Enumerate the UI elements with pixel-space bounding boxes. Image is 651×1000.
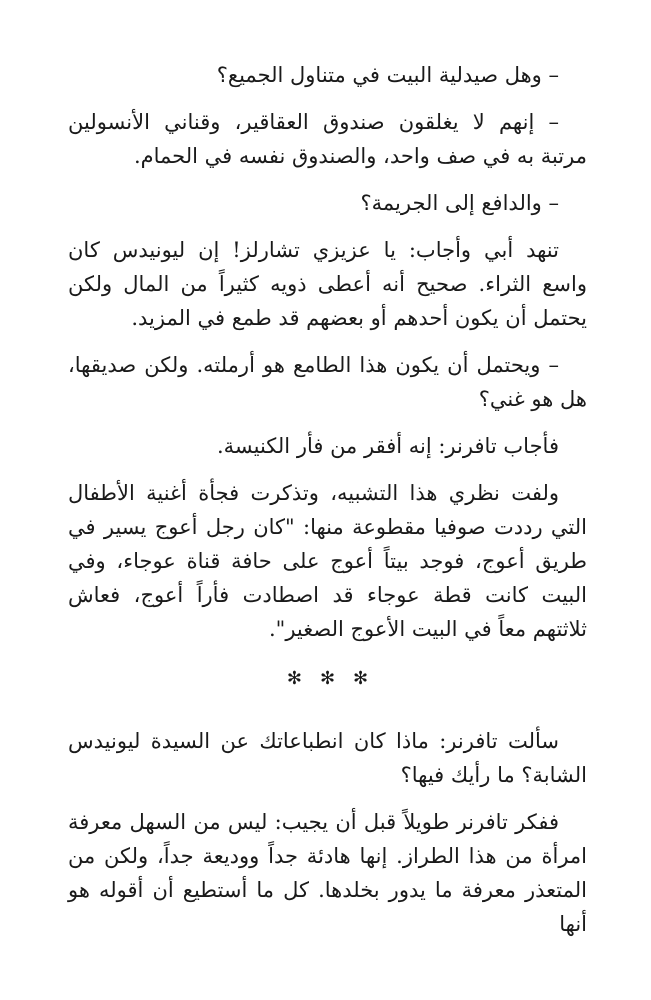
section-divider (68, 664, 587, 694)
divider-star-icon: ✻ (286, 668, 320, 689)
paragraph-3: – والدافع إلى الجريمة؟ (360, 191, 559, 215)
paragraph-9: ففكر تافرنر طويلاً قبل أن يجيب: ليس من السهل معرفة امرأة من هذا الطراز. إنها هادئة جداً ووديعة جداً، ولكن من المتعذر معرفة ما يدور بخلدها. كل ما أستطيع أن أقوله هو أنها (68, 810, 587, 936)
paragraph-1: – وهل صيدلية البيت في متناول الجميع؟ (216, 63, 559, 87)
paragraph-5: – ويحتمل أن يكون هذا الطامع هو أرملته. ولكن صديقها، هل هو غني؟ (68, 353, 587, 411)
paragraph-2: – إنهم لا يغلقون صندوق العقاقير، وقناني الأنسولين مرتبة به في صف واحد، والصندوق نفسه في الحمام. (68, 110, 587, 168)
paragraph-8: سألت تافرنر: ماذا كان انطباعاتك عن السيدة ليونيدس الشابة؟ ما رأيك فيها؟ (68, 729, 587, 787)
paragraph-7: ولفت نظري هذا التشبيه، وتذكرت فجأة أغنية الأطفال التي رددت صوفيا مقطوعة منها: "كان رجل أعوج يسير في طريق أعوج، فوجد بيتاً أعوج على حافة قناة عوجاء، وفي البيت كانت قطة عوجاء قد اصطادت فأراً أعوج، فعاش ثلاثتهم معاً في البيت الأعوج الصغير". (68, 481, 587, 641)
divider-star-icon: ✻ (353, 668, 387, 689)
paragraph-4: تنهد أبي وأجاب: يا عزيزي تشارلز! إن ليونيدس كان واسع الثراء. صحيح أنه أعطى ذويه كثيراً من المال ولكن يحتمل أن يكون أحدهم أو بعضهم قد طمع في المزيد. (68, 238, 587, 330)
divider-star-icon: ✻ (319, 668, 354, 689)
paragraph-6: فأجاب تافرنر: إنه أفقر من فأر الكنيسة. (216, 434, 559, 458)
